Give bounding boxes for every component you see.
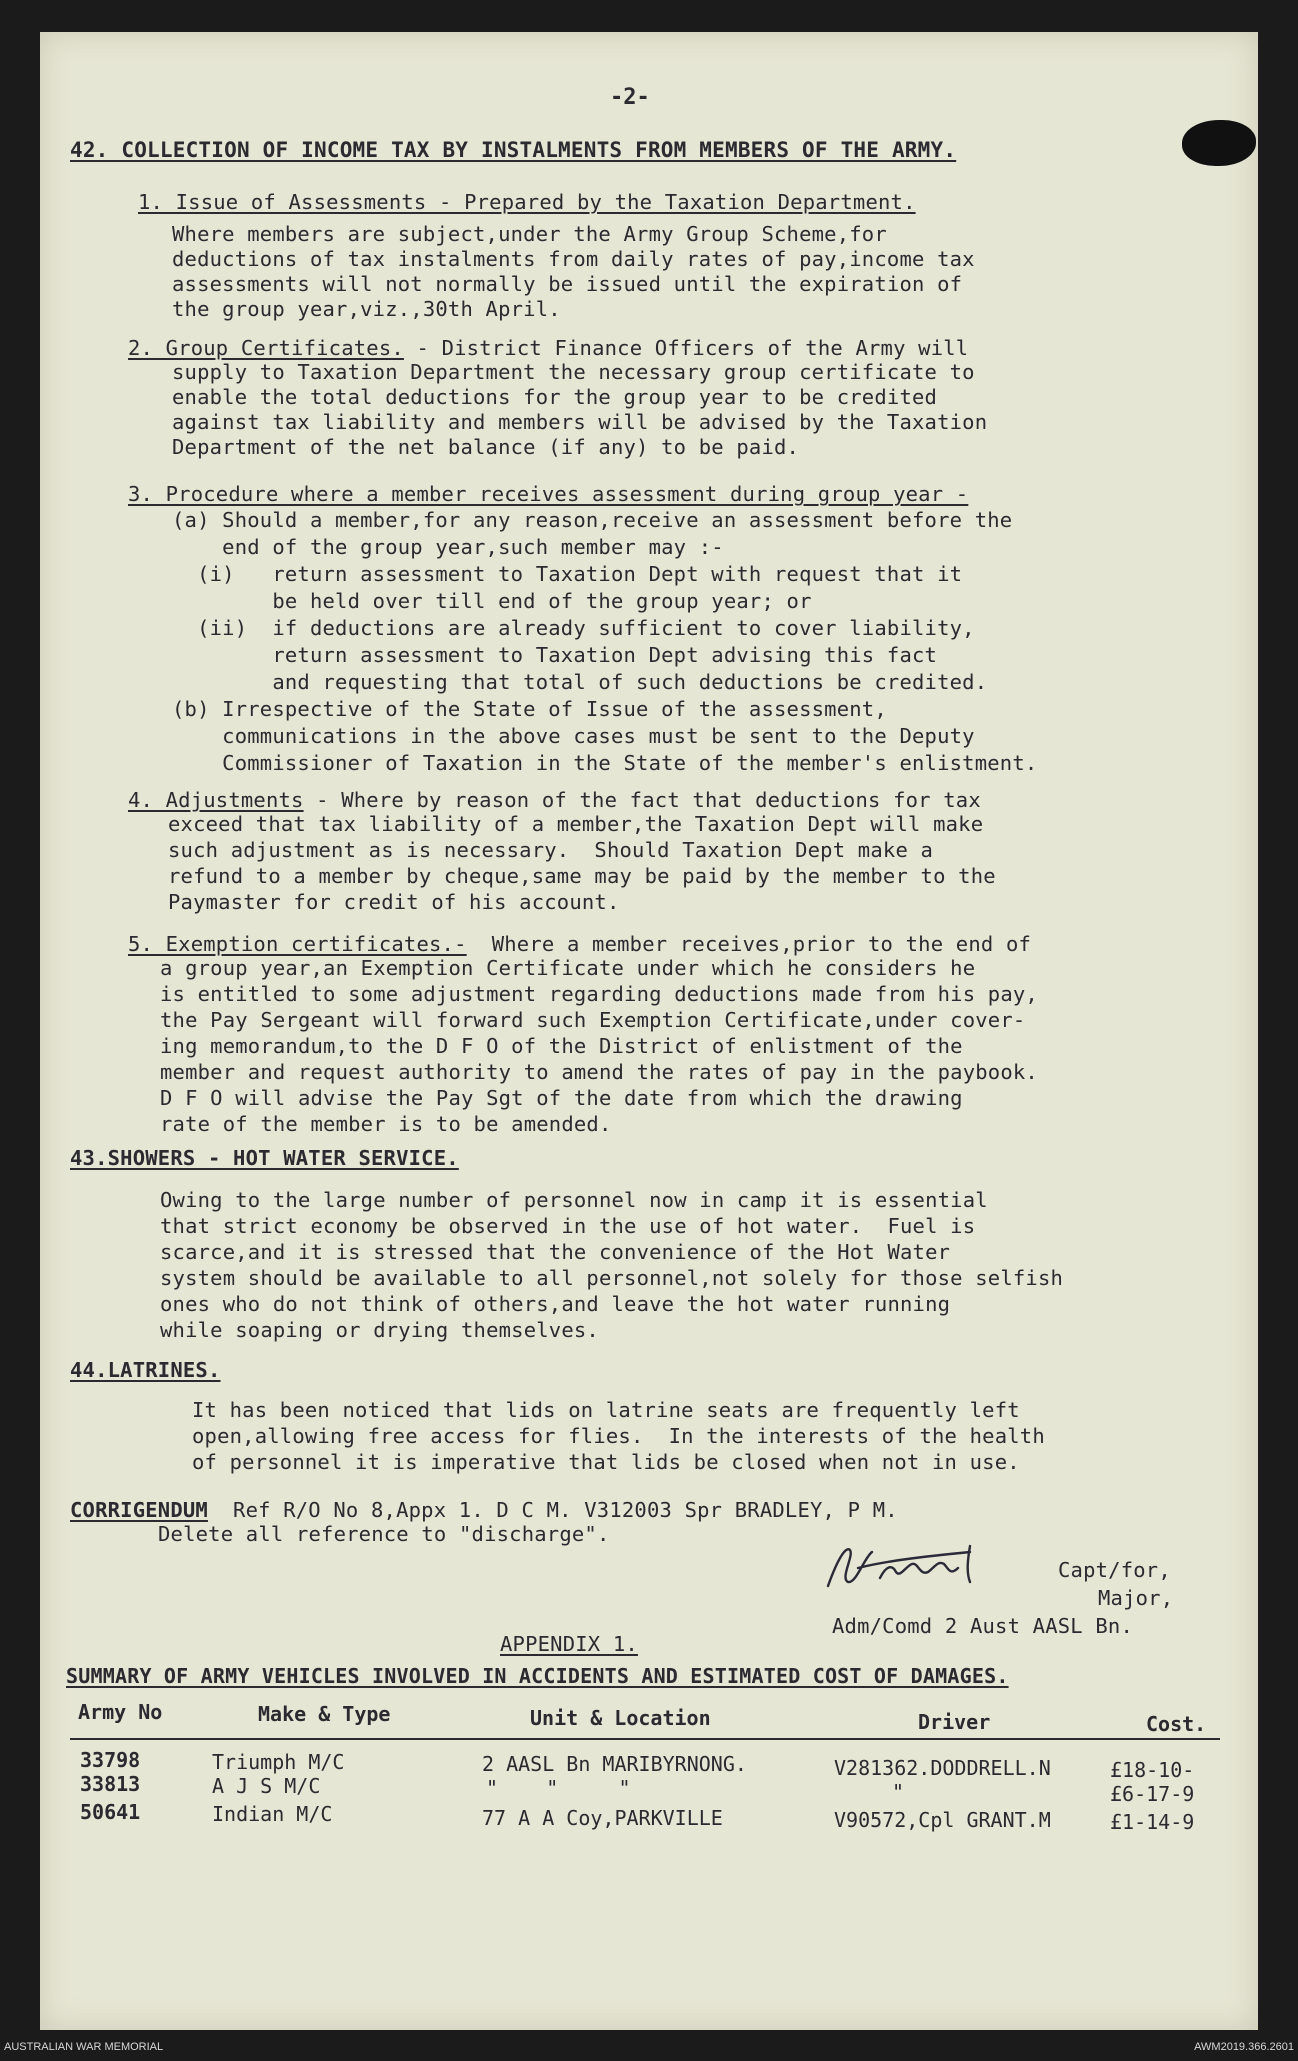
text-line: Department of the net balance (if any) to be paid. xyxy=(172,435,800,459)
text-line: (a) Should a member,for any reason,receive an assessment before the xyxy=(172,508,1013,532)
text-line: exceed that tax liability of a member,the Taxation Dept will make xyxy=(168,812,984,836)
text-line: Paymaster for credit of his account. xyxy=(168,890,620,914)
table-header-rule xyxy=(70,1738,1220,1740)
text-line: (b) Irrespective of the State of Issue of the assessment, xyxy=(172,697,887,721)
row-1-army-no: 33798 xyxy=(80,1748,141,1772)
text-line: against tax liability and members will be advised by the Taxation xyxy=(172,410,988,434)
text-line: and requesting that total of such deductions be credited. xyxy=(172,670,988,694)
row-2-cost: £6-17-9 xyxy=(1110,1782,1195,1806)
text-line: the group year,viz.,30th April. xyxy=(172,297,561,321)
signature-line-3: Adm/Comd 2 Aust AASL Bn. xyxy=(832,1614,1134,1638)
text-line: of personnel it is imperative that lids be closed when not in use. xyxy=(192,1450,1020,1474)
row-3-unit-location: 77 A A Coy,PARKVILLE xyxy=(482,1806,723,1830)
item-2-title: 2. Group Certificates. xyxy=(128,336,404,360)
appendix-subtitle: SUMMARY OF ARMY VEHICLES INVOLVED IN ACCIDENTS AND ESTIMATED COST OF DAMAGES. xyxy=(66,1664,1009,1688)
text-line: member and request authority to amend the rates of pay in the paybook. xyxy=(160,1060,1038,1084)
section-44-heading: 44.LATRINES. xyxy=(70,1358,221,1382)
text-line: that strict economy be observed in the use of hot water. Fuel is xyxy=(160,1214,976,1238)
text-line: system should be available to all personnel,not solely for those selfish xyxy=(160,1266,1064,1290)
section-43-heading: 43.SHOWERS - HOT WATER SERVICE. xyxy=(70,1146,459,1170)
item-5-first-line xyxy=(128,932,1031,956)
item-3-title: 3. Procedure where a member receives assessment during group year - xyxy=(128,482,969,506)
table-header-cost: Cost. xyxy=(1146,1712,1207,1736)
signature-line-1: Capt/for, xyxy=(1058,1558,1171,1582)
row-3-make-type: Indian M/C xyxy=(212,1802,333,1826)
item-4-title: 4. Adjustments xyxy=(128,788,304,812)
text-line: communications in the above cases must be sent to the Deputy xyxy=(172,724,975,748)
text-line: assessments will not normally be issued until the expiration of xyxy=(172,272,963,296)
row-3-driver: V90572,Cpl GRANT.M xyxy=(834,1808,1051,1832)
corrigendum-text: Ref R/O No 8,Appx 1. D C M. V312003 Spr BRADLEY, P M. xyxy=(207,1498,898,1522)
table-header-unit-location: Unit & Location xyxy=(530,1706,711,1730)
ink-blot xyxy=(1182,120,1256,166)
text-line: a group year,an Exemption Certificate under which he considers he xyxy=(160,956,976,980)
appendix-title: APPENDIX 1. xyxy=(500,1632,638,1656)
text-line: ing memorandum,to the D F O of the District of enlistment of the xyxy=(160,1034,963,1058)
footer-archive-name: AUSTRALIAN WAR MEMORIAL xyxy=(4,2041,164,2053)
text-line: (ii) if deductions are already sufficient to cover liability, xyxy=(172,616,975,640)
item-4-first-line xyxy=(128,788,981,812)
table-header-driver: Driver xyxy=(918,1710,991,1734)
text-line: Where members are subject,under the Army Group Scheme,for xyxy=(172,222,887,246)
text-line: ones who do not think of others,and leave the hot water running xyxy=(160,1292,951,1316)
text-line: enable the total deductions for the group year to be credited xyxy=(172,385,938,409)
row-1-driver: V281362.DODDRELL.N xyxy=(834,1756,1051,1780)
text-line: (i) return assessment to Taxation Dept with request that it xyxy=(172,562,963,586)
row-2-army-no: 33813 xyxy=(80,1772,141,1796)
item-5-first-text: Where a member receives,prior to the end of xyxy=(466,932,1032,956)
text-line: end of the group year,such member may :- xyxy=(172,535,724,559)
text-line: be held over till end of the group year; or xyxy=(172,589,812,613)
item-2-first-line xyxy=(128,336,968,360)
handwritten-signature xyxy=(820,1538,1020,1598)
item-5-title: 5. Exemption certificates.- xyxy=(128,932,467,956)
item-2-first-text: - District Finance Officers of the Army will xyxy=(403,336,969,360)
text-line: open,allowing free access for flies. In the interests of the health xyxy=(192,1424,1045,1448)
row-3-cost: £1-14-9 xyxy=(1110,1810,1195,1834)
item-4-first-text: - Where by reason of the fact that deductions for tax xyxy=(303,788,981,812)
corrigendum-line-2: Delete all reference to "discharge". xyxy=(158,1522,610,1546)
table-header-army-no: Army No xyxy=(78,1700,163,1724)
text-line: rate of the member is to be amended. xyxy=(160,1112,612,1136)
row-2-driver: " xyxy=(892,1780,905,1804)
signature-line-2: Major, xyxy=(1098,1586,1174,1610)
text-line: supply to Taxation Department the necessary group certificate to xyxy=(172,360,975,384)
text-line: Commissioner of Taxation in the State of the member's enlistment. xyxy=(172,751,1038,775)
row-3-army-no: 50641 xyxy=(80,1800,141,1824)
corrigendum-line-1 xyxy=(70,1498,898,1522)
text-line: Owing to the large number of personnel now in camp it is essential xyxy=(160,1188,988,1212)
text-line: scarce,and it is stressed that the convenience of the Hot Water xyxy=(160,1240,951,1264)
row-1-cost: £18-10- xyxy=(1110,1758,1195,1782)
page-number: -2- xyxy=(610,85,650,110)
text-line: while soaping or drying themselves. xyxy=(160,1318,599,1342)
text-line: the Pay Sergeant will forward such Exemption Certificate,under cover- xyxy=(160,1008,1026,1032)
text-line: D F O will advise the Pay Sgt of the date from which the drawing xyxy=(160,1086,963,1110)
item-1-title: 1. Issue of Assessments - Prepared by the Taxation Department. xyxy=(138,190,916,214)
row-2-make-type: A J S M/C xyxy=(212,1774,321,1798)
row-1-make-type: Triumph M/C xyxy=(212,1750,345,1774)
text-line: refund to a member by cheque,same may be paid by the member to the xyxy=(168,864,996,888)
text-line: such adjustment as is necessary. Should Taxation Dept make a xyxy=(168,838,934,862)
text-line: return assessment to Taxation Dept advising this fact xyxy=(172,643,938,667)
text-line: deductions of tax instalments from daily rates of pay,income tax xyxy=(172,247,975,271)
section-42-heading: 42. COLLECTION OF INCOME TAX BY INSTALMENTS FROM MEMBERS OF THE ARMY. xyxy=(70,138,957,162)
row-1-unit-location: 2 AASL Bn MARIBYRNONG. xyxy=(482,1752,747,1776)
text-line: is entitled to some adjustment regarding deductions made from his pay, xyxy=(160,982,1038,1006)
footer-reference-id: AWM2019.366.2601 xyxy=(1194,2041,1294,2053)
table-header-make-type: Make & Type xyxy=(258,1702,391,1726)
corrigendum-label: CORRIGENDUM xyxy=(70,1498,208,1522)
row-2-unit-location: " " " xyxy=(486,1776,631,1800)
text-line: It has been noticed that lids on latrine seats are frequently left xyxy=(192,1398,1020,1422)
